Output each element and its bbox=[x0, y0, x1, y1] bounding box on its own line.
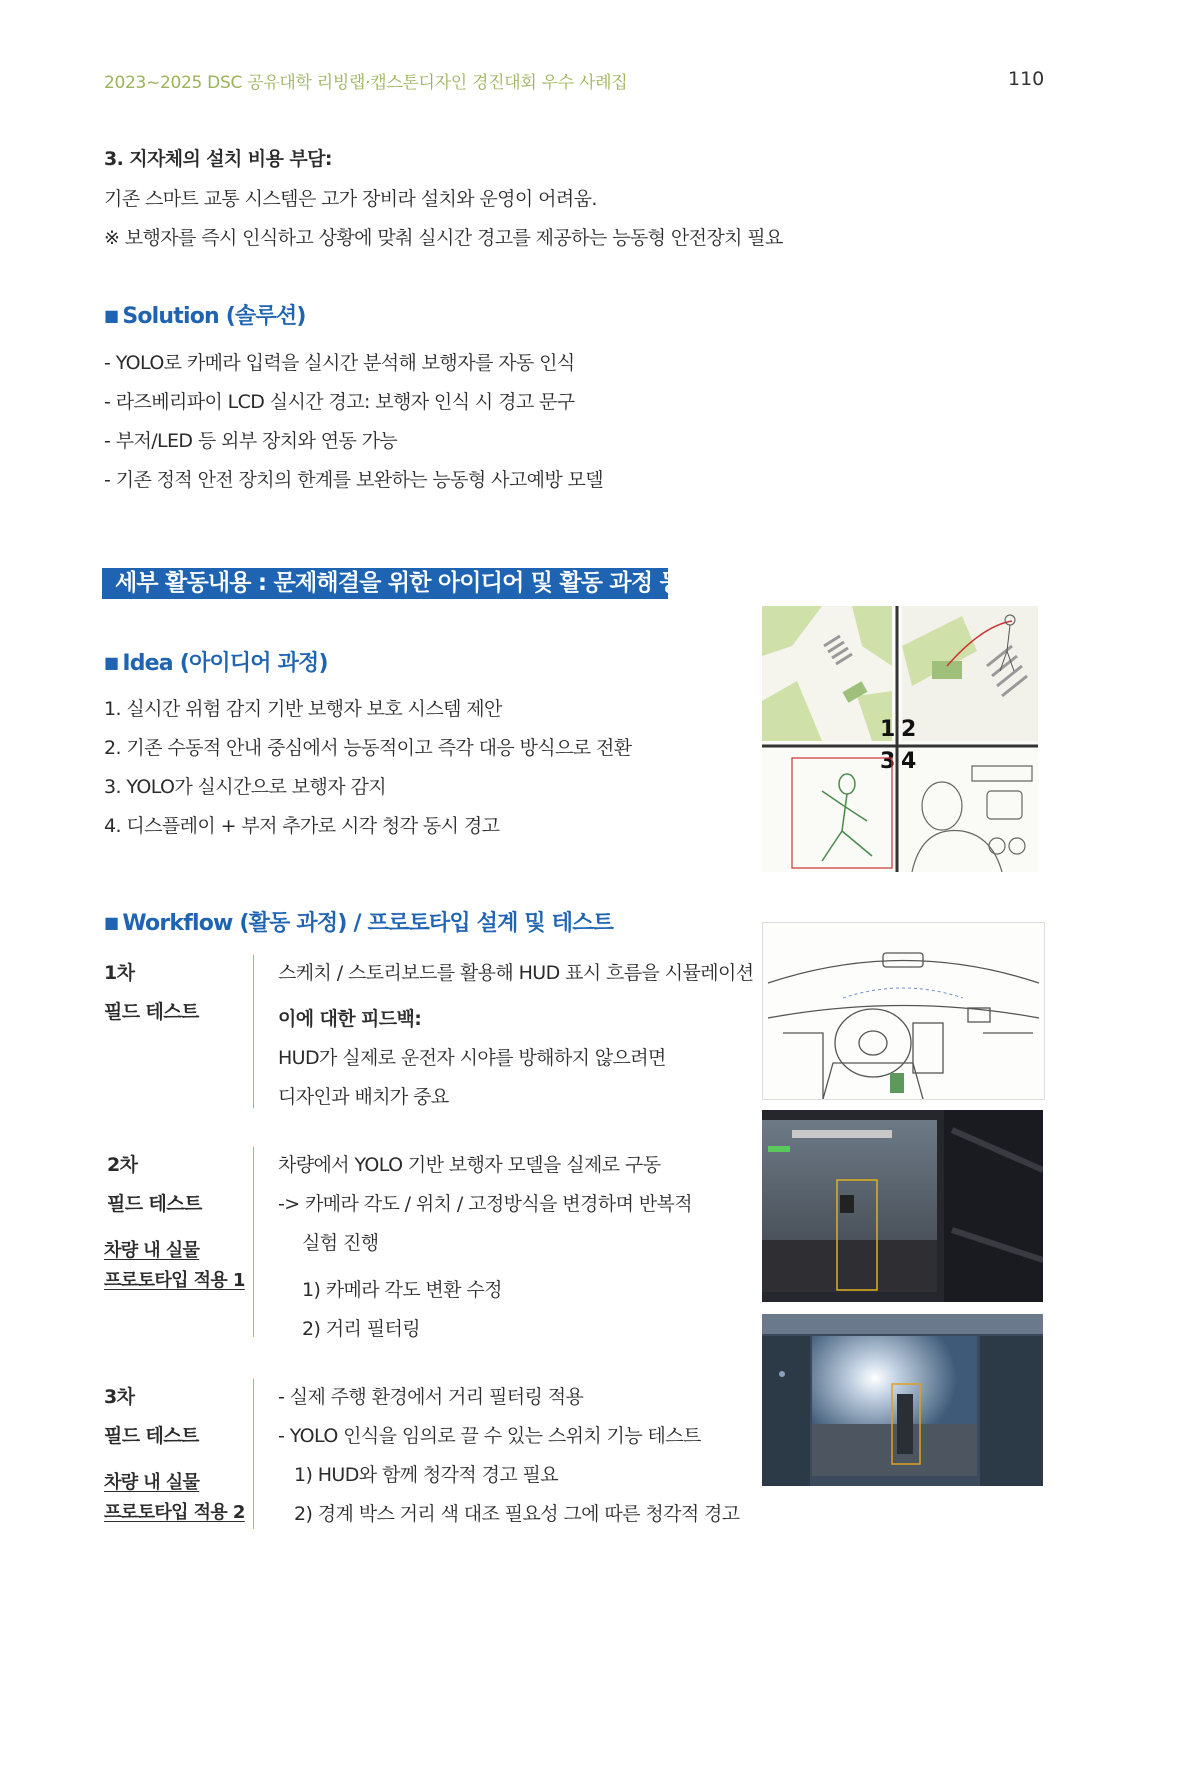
running-header: 2023~2025 DSC 공유대학 리빙랩·캡스톤디자인 경진대회 우수 사례집 bbox=[104, 73, 628, 93]
cost-title: 3. 지자체의 설치 비용 부담: bbox=[104, 148, 332, 170]
step1-divider bbox=[253, 955, 254, 1108]
step3-line: 1) HUD와 함께 청각적 경고 필요 bbox=[294, 1464, 559, 1486]
step2-line: 1) 카메라 각도 변환 수정 bbox=[302, 1279, 502, 1301]
workflow-heading: ■ Workflow (활동 과정) / 프로토타입 설계 및 테스트 bbox=[104, 911, 614, 936]
step3-line: - 실제 주행 환경에서 거리 필터링 적용 bbox=[278, 1386, 584, 1408]
cost-line-1: 기존 스마트 교통 시스템은 고가 장비라 설치와 운영이 어려움. bbox=[104, 188, 597, 210]
sketch-label-1: 1 bbox=[880, 717, 896, 742]
step2-sub-2: 프로토타입 적용 1 bbox=[104, 1270, 245, 1291]
step2-line: 차량에서 YOLO 기반 보행자 모델을 실제로 구동 bbox=[278, 1154, 661, 1176]
idea-heading-text: Idea (아이디어 과정) bbox=[122, 651, 328, 676]
in-car-screen-photo bbox=[762, 1314, 1043, 1486]
solution-item: - 부저/LED 등 외부 장치와 연동 가능 bbox=[104, 430, 398, 452]
solution-item: - YOLO로 카메라 입력을 실시간 분석해 보행자를 자동 인식 bbox=[104, 352, 575, 374]
idea-item: 4. 디스플레이 + 부저 추가로 시각 청각 동시 경고 bbox=[104, 815, 500, 837]
solution-item: - 라즈베리파이 LCD 실시간 경고: 보행자 인식 시 경고 문구 bbox=[104, 391, 575, 413]
step3-sub-2: 프로토타입 적용 2 bbox=[104, 1502, 245, 1523]
step1-label: 1차 bbox=[104, 962, 135, 984]
idea-item: 2. 기존 수동적 안내 중심에서 능동적이고 즉각 대응 방식으로 전환 bbox=[104, 737, 632, 759]
idea-item: 1. 실시간 위험 감지 기반 보행자 보호 시스템 제안 bbox=[104, 698, 502, 720]
step2-sub-1: 차량 내 실물 bbox=[104, 1240, 200, 1261]
step3-label-sub: 필드 테스트 bbox=[104, 1425, 199, 1447]
step1-line: HUD가 실제로 운전자 시야를 방해하지 않으려면 bbox=[278, 1047, 666, 1069]
step3-label: 3차 bbox=[104, 1386, 135, 1408]
section-banner: 세부 활동내용 : 문제해결을 위한 아이디어 및 활동 과정 등 bbox=[102, 568, 668, 599]
step2-line: 2) 거리 필터링 bbox=[302, 1318, 420, 1340]
sketch-label-3: 3 bbox=[880, 749, 896, 774]
step1-label-sub: 필드 테스트 bbox=[104, 1001, 199, 1023]
sketch-label-2: 2 bbox=[901, 717, 917, 742]
idea-item: 3. YOLO가 실시간으로 보행자 감지 bbox=[104, 776, 386, 798]
step3-line: - YOLO 인식을 임의로 끌 수 있는 스위치 기능 테스트 bbox=[278, 1425, 701, 1447]
step3-divider bbox=[253, 1379, 254, 1529]
step2-label: 2차 bbox=[107, 1154, 138, 1176]
solution-item: - 기존 정적 안전 장치의 한계를 보완하는 능동형 사고예방 모델 bbox=[104, 469, 604, 491]
step3-line: 2) 경계 박스 거리 색 대조 필요성 그에 따른 청각적 경고 bbox=[294, 1503, 740, 1525]
cost-line-2: ※ 보행자를 즉시 인식하고 상황에 맞춰 실시간 경고를 제공하는 능동형 안전장치 필요 bbox=[104, 227, 783, 249]
storyboard-sketch-image bbox=[762, 606, 1038, 872]
step2-line: -> 카메라 각도 / 위치 / 고정방식을 변경하며 반복적 bbox=[278, 1193, 693, 1215]
idea-heading: ■ Idea (아이디어 과정) bbox=[104, 651, 328, 676]
workflow-heading-text: Workflow (활동 과정) / 프로토타입 설계 및 테스트 bbox=[122, 911, 614, 936]
step3-sub-1: 차량 내 실물 bbox=[104, 1472, 200, 1493]
step2-line: 실험 진행 bbox=[302, 1232, 379, 1254]
step1-line: 이에 대한 피드백: bbox=[278, 1008, 422, 1030]
step1-line: 디자인과 배치가 중요 bbox=[278, 1086, 449, 1108]
yolo-detection-photo bbox=[762, 1110, 1043, 1302]
solution-heading: ■ Solution (솔루션) bbox=[104, 304, 306, 329]
car-interior-sketch-image bbox=[762, 922, 1045, 1100]
sketch-label-4: 4 bbox=[901, 749, 917, 774]
step1-line: 스케치 / 스토리보드를 활용해 HUD 표시 흐름을 시뮬레이션 bbox=[278, 962, 754, 984]
step2-divider bbox=[253, 1147, 254, 1337]
step2-label-sub: 필드 테스트 bbox=[107, 1193, 202, 1215]
solution-heading-text: Solution (솔루션) bbox=[122, 304, 306, 329]
page-number: 110 bbox=[1008, 68, 1045, 90]
